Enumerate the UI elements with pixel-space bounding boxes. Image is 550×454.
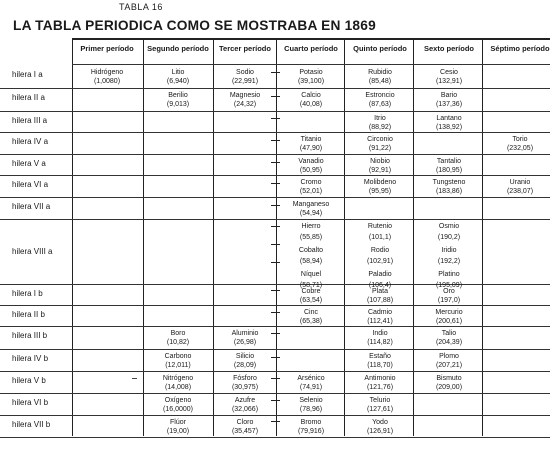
element-cell — [436, 329, 462, 347]
atomic-weight: (40,08) — [299, 101, 323, 108]
row-divider — [0, 393, 550, 394]
atomic-weight: (39,100) — [297, 78, 325, 85]
element-name: Cobalto — [298, 247, 324, 254]
element-cell — [369, 157, 391, 175]
boundary-tick — [271, 290, 280, 291]
atomic-weight: (54,94) — [299, 210, 323, 217]
element-name: Cobre — [301, 288, 321, 295]
element-name: Cesio — [440, 69, 458, 76]
page-title: LA TABLA PERIODICA COMO SE MOSTRABA EN 1869 — [13, 17, 376, 33]
column-header: Séptimo período — [490, 44, 550, 53]
element-cell — [433, 178, 466, 196]
element-name: Mercurio — [435, 309, 463, 316]
element-name: Plata — [372, 288, 388, 295]
boundary-tick — [271, 96, 280, 97]
element-name: Cinc — [303, 309, 318, 316]
row-label: hilera VII a — [12, 202, 51, 211]
element-cell — [507, 135, 533, 153]
row-label: hilera VI a — [12, 180, 49, 189]
element-cell — [367, 308, 393, 326]
atomic-weight: (183,86) — [435, 188, 463, 195]
boundary-tick — [271, 205, 280, 206]
row-label: hilera VI b — [12, 398, 49, 407]
atomic-weight: (26,98) — [233, 339, 257, 346]
table-number-label: TABLA 16 — [119, 2, 163, 12]
atomic-weight: (19,00) — [166, 428, 190, 435]
element-cell — [167, 329, 189, 347]
element-name: Calcio — [301, 92, 321, 99]
element-cell — [232, 68, 258, 86]
element-cell — [367, 329, 393, 347]
column-divider — [413, 40, 414, 436]
atomic-weight: (14,008) — [164, 384, 192, 391]
atomic-weight: (127,61) — [366, 406, 394, 413]
atomic-weight: (32,066) — [231, 406, 259, 413]
row-divider — [0, 175, 550, 176]
atomic-weight: (132,91) — [435, 78, 463, 85]
atomic-weight: (121,76) — [366, 384, 394, 391]
element-cell — [364, 374, 395, 392]
atomic-weight: (63,54) — [299, 297, 323, 304]
element-name: Cadmio — [367, 309, 393, 316]
element-cell — [300, 178, 322, 196]
element-cell — [167, 418, 189, 436]
column-header: Segundo período — [147, 44, 209, 53]
column-divider — [143, 40, 144, 436]
element-name: Vanadio — [298, 158, 324, 165]
boundary-tick — [271, 333, 280, 334]
header-rule — [72, 64, 550, 65]
boundary-tick — [271, 162, 280, 163]
element-name: Estaño — [369, 353, 391, 360]
row-divider — [0, 111, 550, 112]
row-divider — [0, 371, 550, 372]
atomic-weight: (232,05) — [506, 145, 534, 152]
atomic-weight: (112,41) — [367, 318, 393, 325]
element-name: Hierro — [301, 223, 321, 230]
element-name: Uranio — [509, 179, 531, 186]
element-name: Oxígeno — [164, 397, 192, 404]
column-divider — [482, 40, 483, 436]
column-divider — [276, 40, 277, 436]
row-divider — [0, 415, 550, 416]
atomic-weight: (58,94) — [299, 257, 323, 265]
boundary-tick — [271, 226, 280, 227]
row-label: hilera I b — [12, 289, 43, 298]
element-cell — [300, 135, 322, 153]
element-name: Aluminio — [231, 330, 259, 337]
element-name: Estroncio — [365, 92, 395, 99]
row-divider — [0, 437, 550, 438]
element-name: Talio — [441, 330, 457, 337]
row-divider — [0, 326, 550, 327]
atomic-weight: (74,91) — [299, 384, 323, 391]
element-cell — [298, 157, 323, 175]
element-name: Oro — [443, 288, 455, 295]
element-cell — [232, 396, 258, 414]
boundary-tick — [271, 262, 280, 263]
element-cell — [367, 222, 393, 294]
boundary-tick — [271, 244, 280, 245]
boundary-tick — [271, 421, 280, 422]
atomic-weight: (200,61) — [435, 318, 463, 325]
atomic-weight: (137,36) — [435, 101, 463, 108]
row-label: hilera VII b — [12, 420, 51, 429]
element-cell — [298, 68, 324, 86]
element-name: Tungsteno — [432, 179, 466, 186]
element-cell — [367, 396, 393, 414]
element-cell — [436, 157, 462, 175]
atomic-weight: (114,82) — [367, 339, 393, 346]
atomic-weight: (22,991) — [231, 78, 259, 85]
atomic-weight: (118,70) — [367, 362, 393, 369]
row-label: hilera V b — [12, 376, 46, 385]
element-name: Indio — [372, 330, 388, 337]
column-header: Quinto período — [353, 44, 407, 53]
boundary-tick — [271, 312, 280, 313]
element-cell — [436, 91, 462, 109]
column-header: Sexto período — [423, 44, 475, 53]
atomic-weight: (55,85) — [299, 233, 323, 241]
element-cell — [436, 114, 462, 132]
element-cell — [300, 287, 322, 305]
row-divider — [0, 305, 550, 306]
row-divider — [0, 284, 550, 285]
element-cell — [167, 68, 189, 86]
element-name: Azufre — [234, 397, 256, 404]
atomic-weight: (16,0000) — [163, 406, 193, 413]
row-divider — [0, 219, 550, 220]
element-name: Lantano — [436, 115, 462, 122]
atomic-weight: (102,91) — [366, 257, 394, 265]
row-label: hilera V a — [12, 159, 46, 168]
element-cell — [436, 352, 462, 370]
element-name: Antimonio — [364, 375, 396, 382]
element-name: Bromo — [300, 419, 322, 426]
atomic-weight: (92,91) — [368, 167, 392, 174]
element-cell — [297, 374, 324, 392]
atomic-weight: (101,1) — [368, 233, 392, 241]
element-name: Cromo — [300, 179, 322, 186]
boundary-tick — [271, 378, 280, 379]
row-divider — [0, 132, 550, 133]
atomic-weight: (180,95) — [435, 167, 463, 174]
element-cell — [293, 200, 330, 218]
row-divider — [0, 197, 550, 198]
element-name: Titanio — [300, 136, 322, 143]
element-cell — [365, 91, 394, 109]
boundary-tick — [271, 72, 280, 73]
atomic-weight: (79,916) — [297, 428, 325, 435]
element-cell — [300, 91, 322, 109]
element-cell — [232, 329, 259, 347]
atomic-weight: (35,457) — [231, 428, 259, 435]
element-name: Berilio — [168, 92, 188, 99]
element-name: Níquel — [300, 271, 322, 278]
atomic-weight: (87,63) — [368, 101, 392, 108]
element-name: Bismuto — [436, 375, 462, 382]
element-name: Rutenio — [367, 223, 393, 230]
row-divider — [0, 349, 550, 350]
element-name: Silicio — [235, 353, 255, 360]
column-header: Cuarto período — [284, 44, 338, 53]
element-cell — [298, 418, 324, 436]
atomic-weight: (6,940) — [166, 78, 190, 85]
boundary-tick — [271, 357, 280, 358]
element-name: Molibdeno — [363, 179, 397, 186]
element-name: Arsénico — [297, 375, 325, 382]
element-name: Telurio — [369, 397, 391, 404]
atomic-weight: (207,21) — [435, 362, 463, 369]
atomic-weight: (138,92) — [435, 124, 463, 131]
element-name: Selenio — [299, 397, 323, 404]
atomic-weight: (65,38) — [299, 318, 323, 325]
atomic-weight: (52,01) — [299, 188, 323, 195]
row-label: hilera III a — [12, 116, 48, 125]
element-cell — [367, 418, 393, 436]
atomic-weight: (95,95) — [368, 188, 392, 195]
row-divider — [0, 154, 550, 155]
element-cell — [299, 396, 322, 414]
element-name: Fósforo — [233, 375, 257, 382]
atomic-weight: (197,0) — [437, 297, 461, 304]
element-cell — [300, 308, 322, 326]
element-name: Circonio — [367, 136, 393, 143]
row-label: hilera III b — [12, 331, 48, 340]
element-name: Rubidio — [368, 69, 392, 76]
row-label: hilera II b — [12, 310, 45, 319]
element-cell — [367, 352, 393, 370]
element-cell — [438, 287, 460, 305]
atomic-weight: (106,4) — [368, 281, 392, 289]
row-label: hilera I a — [12, 70, 43, 79]
element-cell — [165, 352, 192, 370]
column-header: Tercer período — [219, 44, 271, 53]
element-name: Bario — [440, 92, 458, 99]
row-label: hilera II a — [12, 93, 45, 102]
atomic-weight: (78,96) — [299, 406, 323, 413]
row-divider — [0, 88, 550, 89]
element-cell — [367, 135, 393, 153]
atomic-weight: (50,95) — [299, 167, 323, 174]
column-divider — [72, 40, 73, 436]
element-name: Sodio — [236, 69, 254, 76]
element-cell — [436, 374, 462, 392]
element-name: Boro — [170, 330, 186, 337]
element-name: Osmio — [438, 223, 460, 230]
element-cell — [368, 68, 392, 86]
element-name: Itrio — [374, 115, 386, 122]
element-cell — [367, 287, 393, 305]
atomic-weight: (30,975) — [231, 384, 259, 391]
atomic-weight: (107,88) — [366, 297, 394, 304]
element-cell — [436, 222, 462, 294]
element-cell — [91, 68, 123, 86]
atomic-weight: (10,82) — [166, 339, 190, 346]
column-header: Primer período — [80, 44, 134, 53]
atomic-weight: (12,011) — [165, 362, 191, 369]
element-cell — [230, 91, 260, 109]
atomic-weight: (209,00) — [435, 384, 463, 391]
element-cell — [507, 178, 533, 196]
atomic-weight: (126,91) — [366, 428, 394, 435]
atomic-weight: (204,39) — [435, 339, 463, 346]
element-name: Carbono — [164, 353, 192, 360]
atomic-weight: (91,22) — [368, 145, 392, 152]
atomic-weight: (190,2) — [437, 233, 461, 241]
atomic-weight: (9,013) — [166, 101, 190, 108]
element-cell — [299, 222, 323, 294]
element-name: Magnesio — [229, 92, 261, 99]
element-name: Manganeso — [292, 201, 330, 208]
element-cell — [232, 374, 258, 392]
element-name: Nitrógeno — [162, 375, 194, 382]
element-name: Flúor — [170, 419, 186, 426]
atomic-weight: (47,90) — [299, 145, 323, 152]
row-label: hilera IV a — [12, 137, 49, 146]
element-name: Yodo — [372, 419, 388, 426]
atomic-weight: (24,32) — [233, 101, 257, 108]
atomic-weight: (192,2) — [437, 257, 461, 265]
element-name: Niobio — [370, 158, 390, 165]
element-name: Plomo — [439, 353, 459, 360]
element-name: Litio — [171, 69, 185, 76]
element-name: Rodio — [370, 247, 390, 254]
boundary-tick — [271, 183, 280, 184]
atomic-weight: (238,07) — [506, 188, 534, 195]
element-name: Cloro — [236, 419, 254, 426]
atomic-weight: (195,09) — [435, 281, 463, 289]
row-label: hilera VIII a — [12, 246, 53, 256]
atomic-weight: (1,0080) — [93, 78, 121, 85]
element-cell — [232, 418, 258, 436]
margin-mark — [132, 378, 137, 379]
element-cell — [435, 308, 462, 326]
column-divider — [344, 40, 345, 436]
element-cell — [163, 374, 193, 392]
element-cell — [167, 91, 189, 109]
element-cell — [163, 396, 193, 414]
element-cell — [364, 178, 396, 196]
boundary-tick — [271, 400, 280, 401]
element-cell — [369, 114, 391, 132]
boundary-tick — [271, 118, 280, 119]
element-name: Potasio — [299, 69, 323, 76]
boundary-tick — [271, 140, 280, 141]
element-name: Hidrógeno — [90, 69, 124, 76]
element-cell — [436, 68, 462, 86]
element-name: Tantalio — [436, 158, 462, 165]
atomic-weight: (58,71) — [299, 281, 323, 289]
element-name: Platino — [438, 271, 460, 278]
element-cell — [234, 352, 256, 370]
element-name: Paladio — [368, 271, 392, 278]
row-label: hilera IV b — [12, 354, 49, 363]
atomic-weight: (88,92) — [368, 124, 392, 131]
element-name: Torio — [512, 136, 528, 143]
column-divider — [213, 40, 214, 436]
atomic-weight: (85,48) — [368, 78, 392, 85]
atomic-weight: (28,09) — [233, 362, 257, 369]
element-name: Iridio — [441, 247, 457, 254]
